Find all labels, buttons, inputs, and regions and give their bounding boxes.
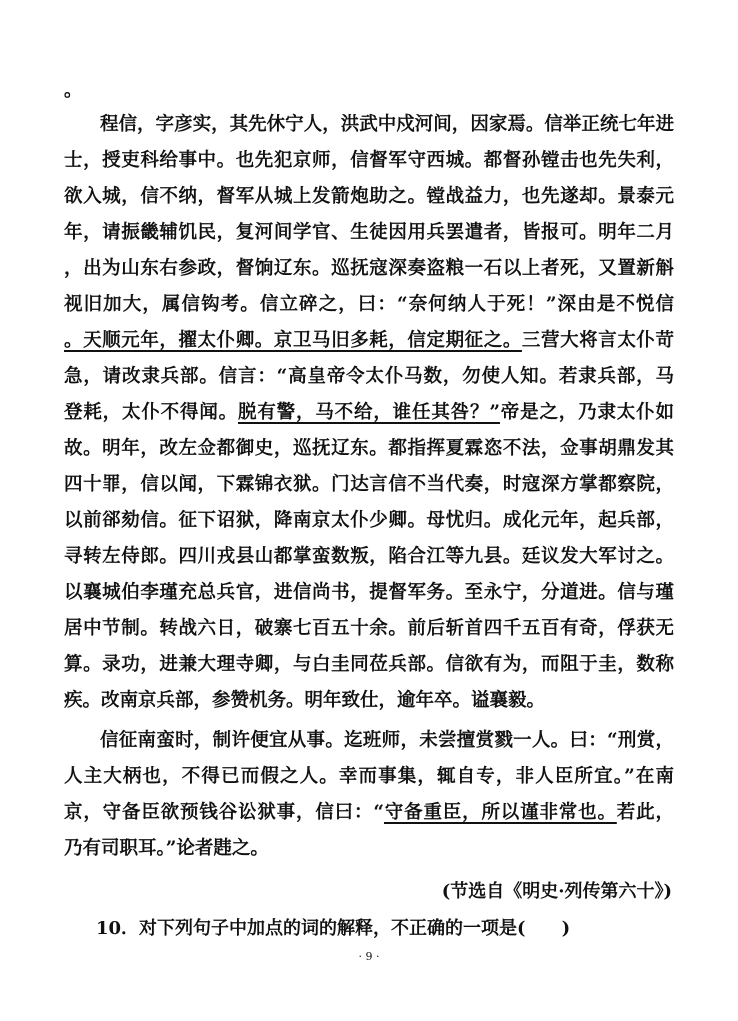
text-line: 急，请改隶兵部。信言：“高皇帝令太仆马数，勿使人知。若隶兵部，马: [64, 366, 674, 387]
underlined-sentence: 守备重臣，所以谨非常也。: [383, 802, 617, 823]
text-line: 欲入城，信不纳，督军从城上发箭炮助之。镗战益力，也先遂却。景泰元: [64, 186, 674, 207]
text-line: 乃有司职耳。”论者韪之。: [64, 838, 269, 859]
page-number: · 9 ·: [358, 950, 380, 963]
underlined-sentence: 脱有警，马不给，谁任其咎？”: [238, 402, 500, 423]
text-line: 居中节制。转战六日，破寨七百五十余。前后斩首四千五百有奇，俘获无: [64, 618, 674, 639]
text-line: 故。明年，改左佥都御史，巡抚辽东。都指挥夏霖恣不法，佥事胡鼎发其: [64, 438, 674, 459]
text-line: 以前郤劾信。征下诏狱，降南京太仆少卿。母忧归。成化元年，起兵部，: [64, 510, 674, 531]
text-line: [64, 329, 674, 353]
text-line: ，出为山东右参政，督饷辽东。巡抚寇深奏盗粮一石以上者死，又置新斛: [64, 258, 674, 279]
text-line: 士，授吏科给事中。也先犯京师，信督军守西城。都督孙镗击也先失利，: [64, 150, 674, 171]
underlined-sentence: 。天顺元年，擢太仆卿。京卫马旧多耗，信定期征之。: [64, 330, 522, 351]
text-line: [64, 801, 674, 825]
leading-period: 。: [64, 80, 82, 101]
text-segment: 帝是之，乃隶太仆如: [499, 402, 674, 423]
text-segment: 登耗，太仆不得闻。: [64, 402, 238, 423]
text-line: 信征南蛮时，制许便宜从事。迄班师，未尝擅赏戮一人。曰：“刑赏，: [100, 730, 674, 751]
text-line: 疾。改南京兵部，参赞机务。明年致仕，逾年卒。谥襄毅。: [64, 690, 546, 711]
text-line: 算。录功，进兼大理寺卿，与白圭同莅兵部。信欲有为，而阻于圭，数称: [64, 654, 674, 675]
text-line: 程信，字彦实，其先休宁人，洪武中戍河间，因家焉。信举正统七年进: [100, 114, 674, 135]
text-line: 寻转左侍郎。四川戎县山都掌蛮数叛，陷合江等九县。廷议发大军讨之。: [64, 546, 674, 567]
text-segment: 京，守备臣欲预钱谷讼狱事，信曰：“: [64, 802, 384, 823]
question-10: 10．对下列句子中加点的词的解释，不正确的一项是( ): [96, 918, 571, 939]
text-line: 四十罪，信以闻，下霖锦衣狱。门达言信不当代奏，时寇深方掌都察院，: [64, 474, 674, 495]
source-citation: (节选自《明史·列传第六十》): [441, 881, 672, 902]
text-line: 年，请振畿辅饥民，复河间学官、生徒因用兵罢遣者，皆报可。明年二月: [64, 222, 674, 243]
text-line: 以襄城伯李瑾充总兵官，进信尚书，提督军务。至永宁，分道进。信与瑾: [64, 582, 674, 603]
text-line: [64, 401, 674, 425]
text-line: 视旧加大，属信钩考。信立碎之，曰：“奈何纳人于死！”深由是不悦信: [64, 294, 674, 315]
text-segment: 三营大将言太仆苛: [521, 330, 674, 351]
text-segment: 若此，: [616, 802, 674, 823]
text-line: 人主大柄也，不得已而假之人。幸而事集，辄自专，非人臣所宜。”在南: [64, 766, 674, 787]
